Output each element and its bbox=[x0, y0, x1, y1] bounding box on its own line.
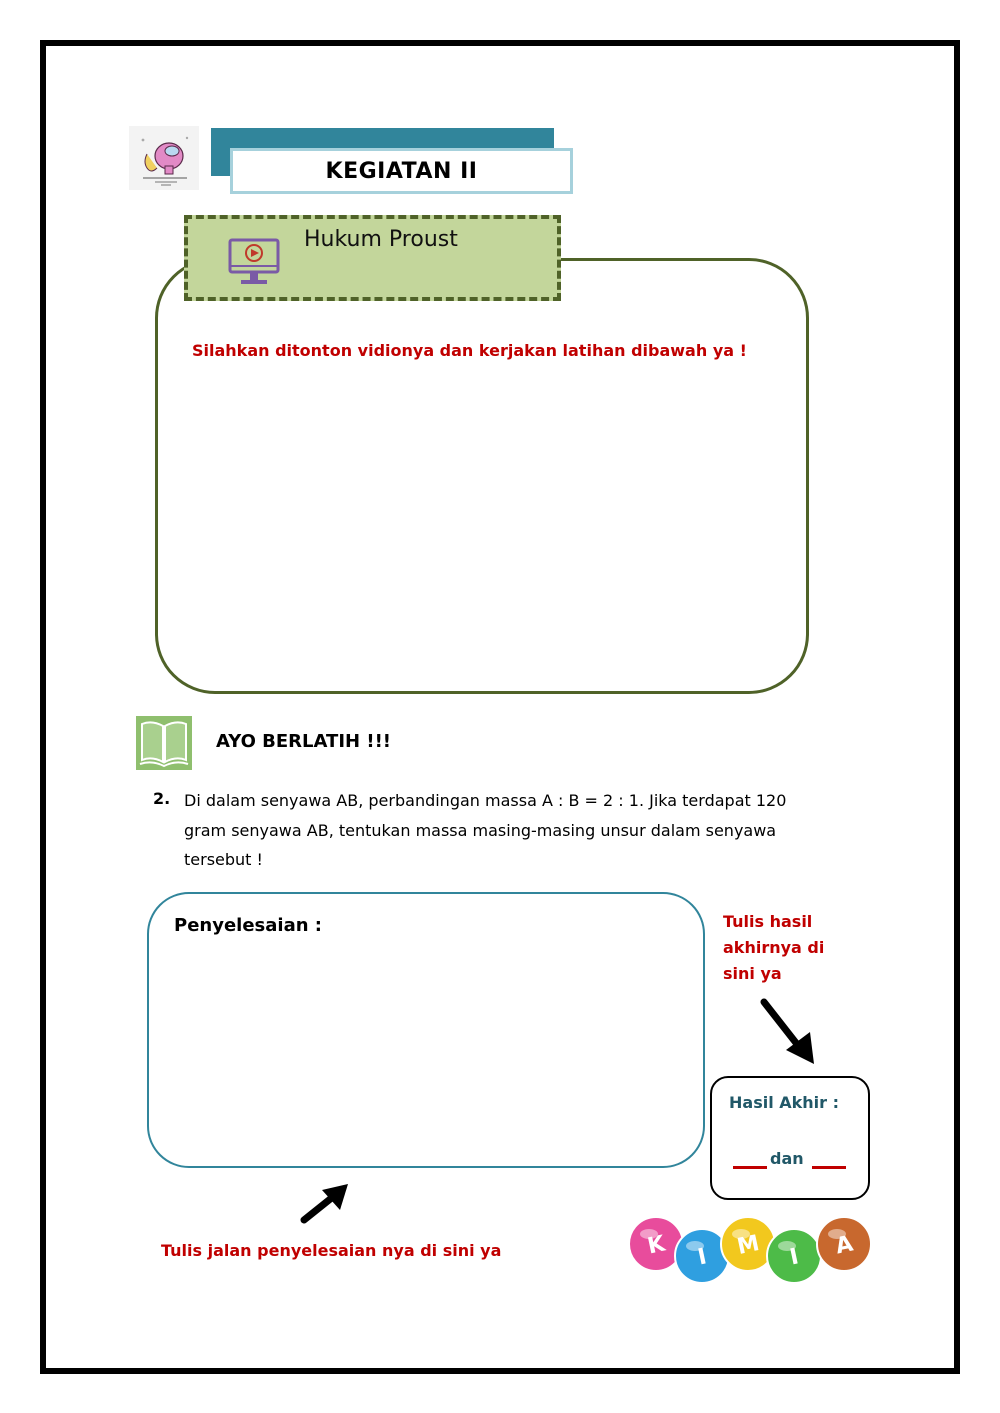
question-number: 2. bbox=[153, 789, 171, 808]
logo-letter: A bbox=[833, 1231, 856, 1260]
solution-label: Penyelesaian : bbox=[174, 915, 322, 936]
video-monitor-icon bbox=[228, 236, 280, 288]
question-text bbox=[184, 786, 834, 875]
arrow-up-right-icon bbox=[298, 1180, 354, 1226]
and-word: dan bbox=[770, 1149, 804, 1168]
topic-title: Hukum Proust bbox=[304, 227, 458, 252]
video-frame bbox=[155, 258, 809, 694]
page-title: KEGIATAN II bbox=[230, 148, 573, 194]
exercise-heading: AYO BERLATIH !!! bbox=[216, 731, 391, 752]
result-hint-line: Tulis hasil bbox=[723, 912, 813, 931]
result-hint-line: sini ya bbox=[723, 964, 782, 983]
logo-letter: M bbox=[734, 1230, 762, 1260]
solution-hint: Tulis jalan penyelesaian nya di sini ya bbox=[161, 1241, 502, 1260]
mascot-illustration bbox=[129, 126, 199, 190]
arrow-down-right-icon bbox=[756, 996, 820, 1066]
result-hint-line: akhirnya di bbox=[723, 938, 825, 957]
result-hint bbox=[723, 909, 843, 987]
logo-letter: I bbox=[787, 1244, 801, 1271]
logo-letter-ball bbox=[817, 1217, 871, 1271]
question-line: gram senyawa AB, tentukan massa masing-masing unsur dalam senyawa bbox=[184, 820, 777, 840]
question-line: Di dalam senyawa AB, perbandingan massa A : B = 2 : 1. Jika terdapat 120 bbox=[184, 791, 787, 810]
answer-blank-1[interactable] bbox=[733, 1166, 767, 1169]
question-line: tersebut ! bbox=[184, 850, 263, 869]
logo-letter: I bbox=[695, 1244, 709, 1271]
open-book-icon bbox=[136, 716, 192, 770]
kimia-logo bbox=[628, 1212, 874, 1288]
logo-letter-ball bbox=[767, 1229, 821, 1283]
logo-letter: K bbox=[645, 1231, 668, 1260]
video-instruction: Silahkan ditonton vidionya dan kerjakan latihan dibawah ya ! bbox=[192, 341, 747, 360]
answer-blank-2[interactable] bbox=[812, 1166, 846, 1169]
result-label: Hasil Akhir : bbox=[729, 1093, 840, 1112]
